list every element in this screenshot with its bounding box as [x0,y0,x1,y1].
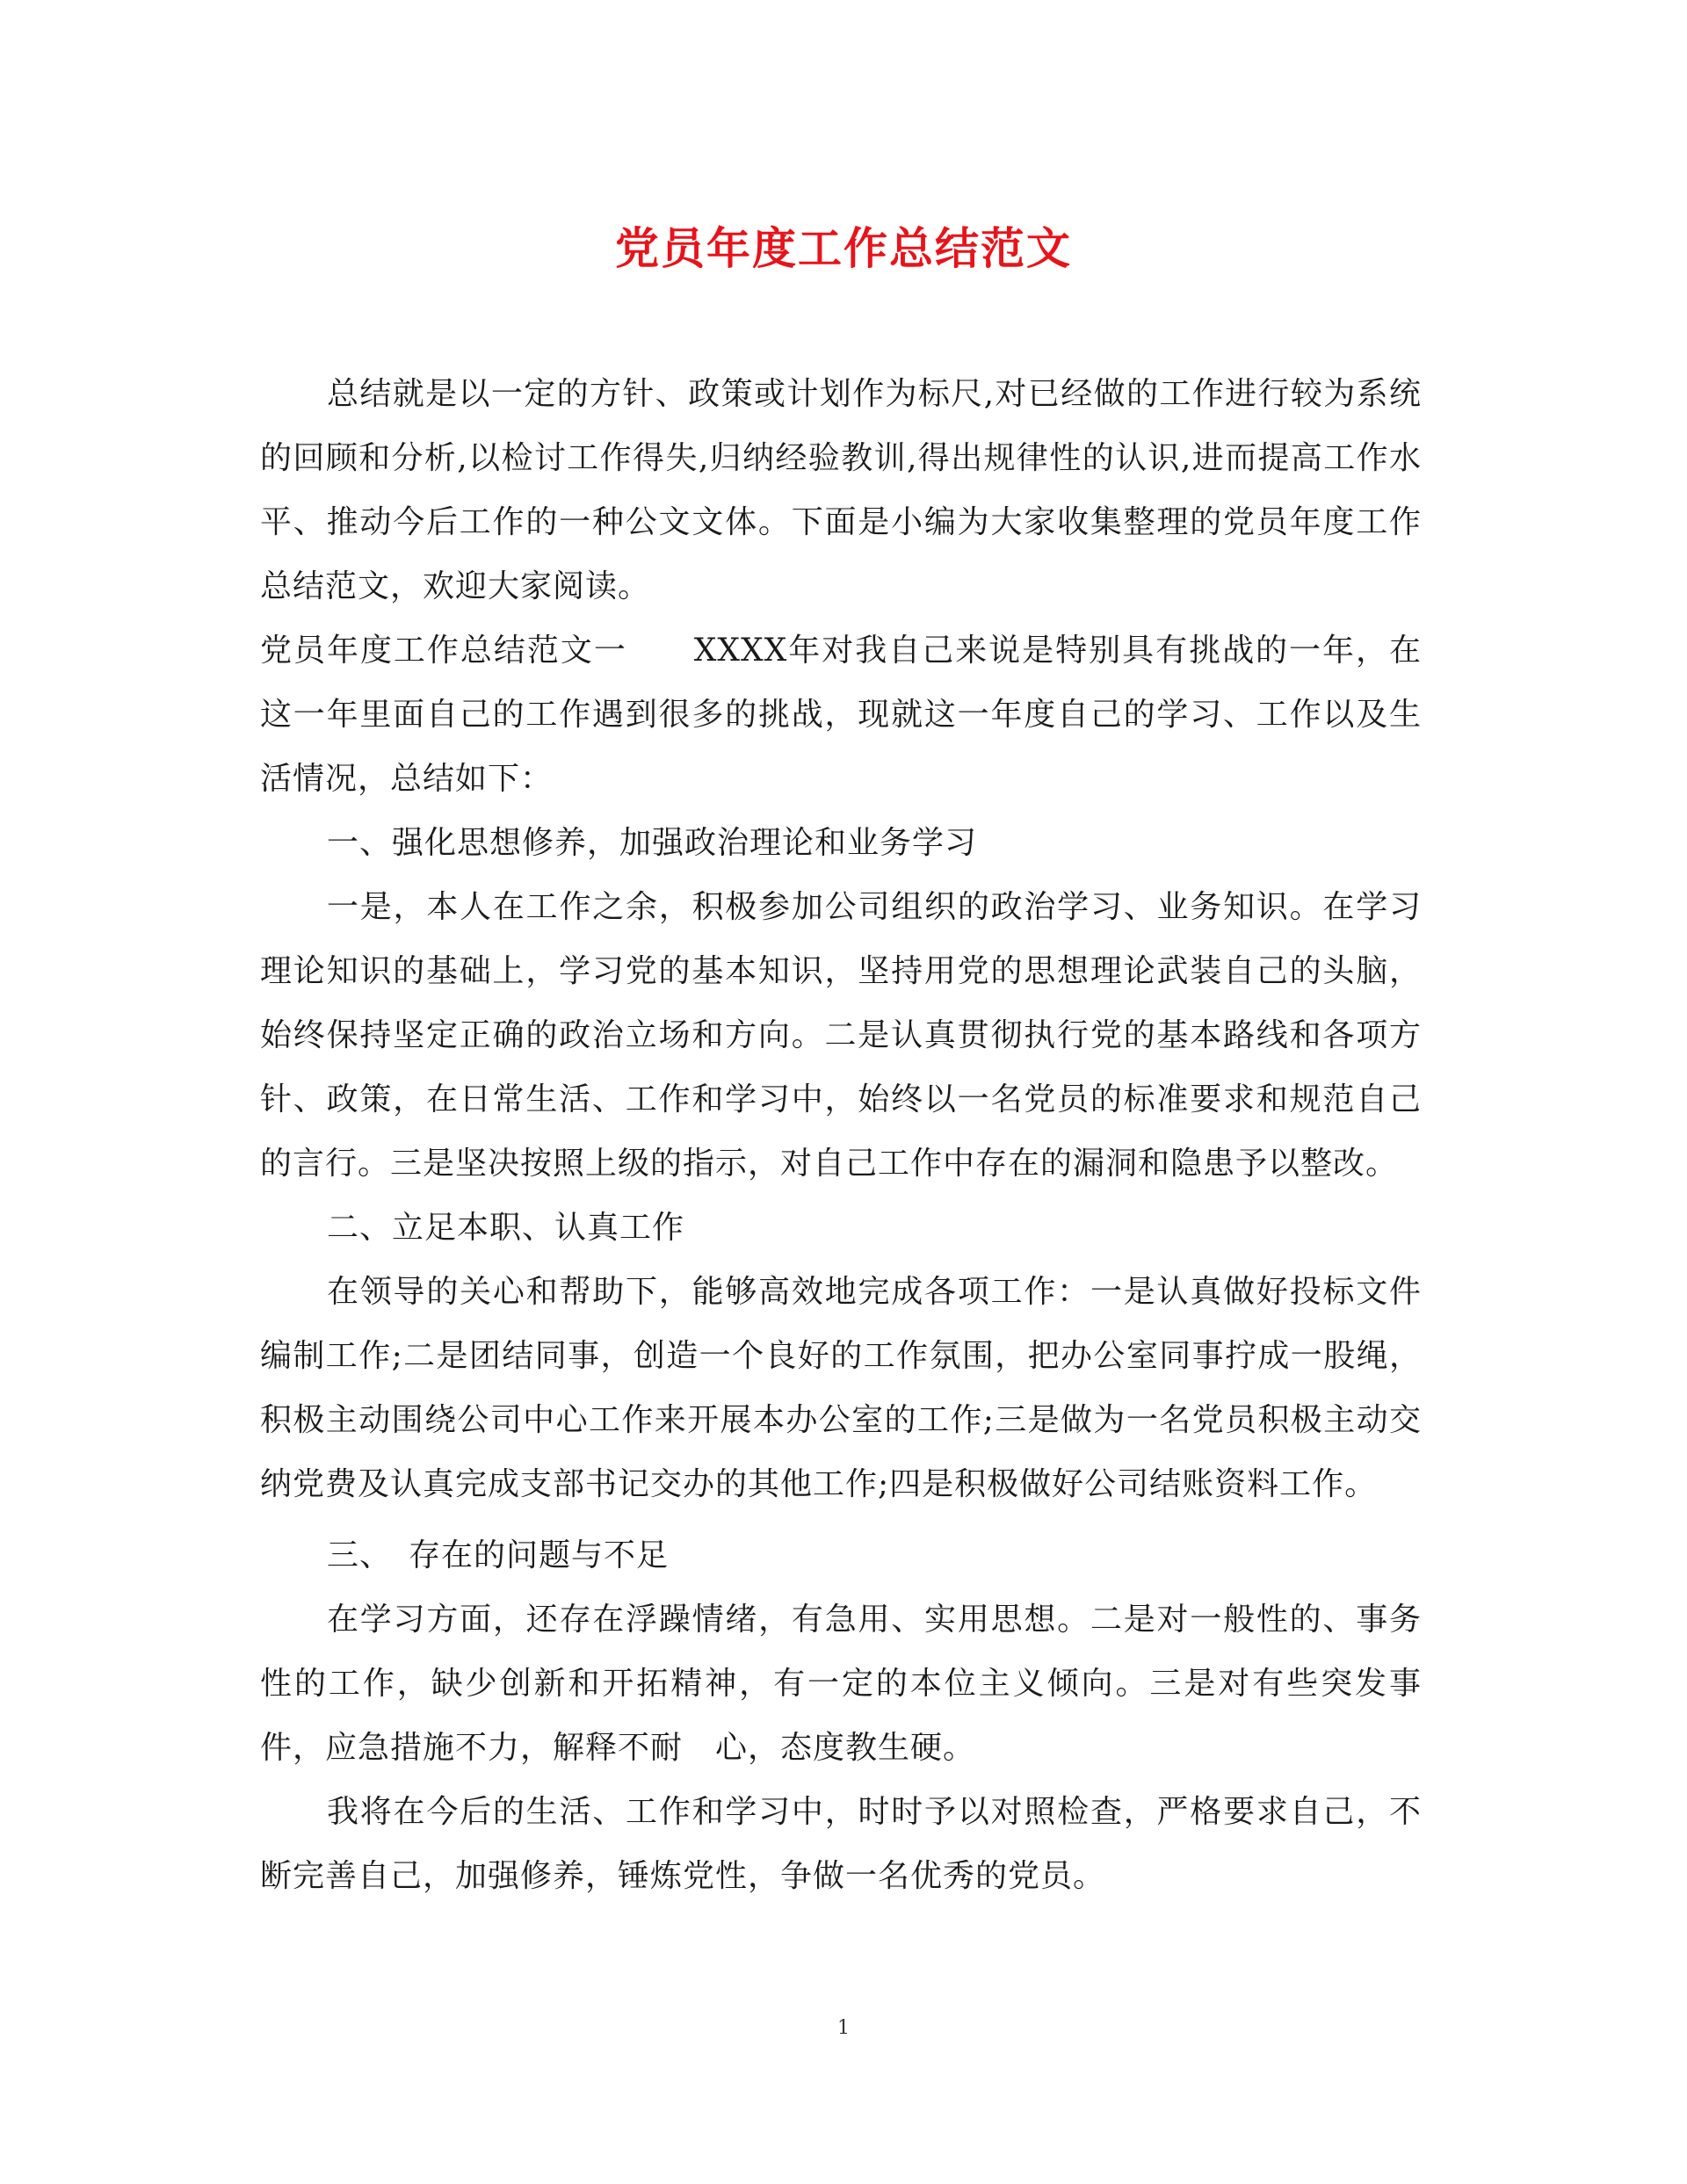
paragraph-intro: 总结就是以一定的方针、政策或计划作为标尺,对已经做的工作进行较为系统的回顾和分析,以检讨工作得失,归纳经验教训,得出规律性的认识,进而提高工作水平、推动今后工作的一种公文文体。下面是小编为大家收集整理的党员年度工作总结范文，欢迎大家阅读。 [260,376,1422,604]
heading-section-2: 二、立足本职、认真工作 [327,1210,685,1246]
paragraph-conclusion: 我将在今后的生活、工作和学习中，时时予以对照检查，严格要求自己，不断完善自己，加强修养，锤炼党性，争做一名优秀的党员。 [260,1794,1422,1894]
heading-section-3: 三、 存在的问题与不足 [327,1537,670,1573]
document-body [260,362,1422,1908]
paragraph-section-one-intro: 党员年度工作总结范文一 XXXX年对我自己来说是特别具有挑战的一年，在这一年里面自己的工作遇到很多的挑战，现就这一年度自己的学习、工作以及生活情况，总结如下： [260,633,1422,797]
page-number: 1 [837,2017,850,2039]
paragraph-section-2: 在领导的关心和帮助下，能够高效地完成各项工作：一是认真做好投标文件编制工作;二是团结同事，创造一个良好的工作氛围，把办公室同事拧成一股绳，积极主动围绕公司中心工作来开展本办公室的工作;三是做为一名党员积极主动交纳党费及认真完成支部书记交办的其他工作;四是积极做好公司结账资料工作。 [260,1274,1422,1502]
paragraph-section-3: 在学习方面，还存在浮躁情绪，有急用、实用思想。二是对一般性的、事务性的工作，缺少创新和开拓精神，有一定的本位主义倾向。三是对有些突发事件，应急措施不力，解释不耐 心，态度教生硬。 [260,1602,1422,1766]
heading-section-1: 一、强化思想修养，加强政治理论和业务学习 [327,825,978,861]
document-title: 党员年度工作总结范文 [615,222,1072,274]
paragraph-section-1: 一是，本人在工作之余，积极参加公司组织的政治学习、业务知识。在学习理论知识的基础上，学习党的基本知识，坚持用党的思想理论武装自己的头脑，始终保持坚定正确的政治立场和方向。二是认真贯彻执行党的基本路线和各项方针、政策，在日常生活、工作和学习中，始终以一名党员的标准要求和规范自己的言行。三是坚决按照上级的指示，对自己工作中存在的漏洞和隐患予以整改。 [260,889,1422,1182]
